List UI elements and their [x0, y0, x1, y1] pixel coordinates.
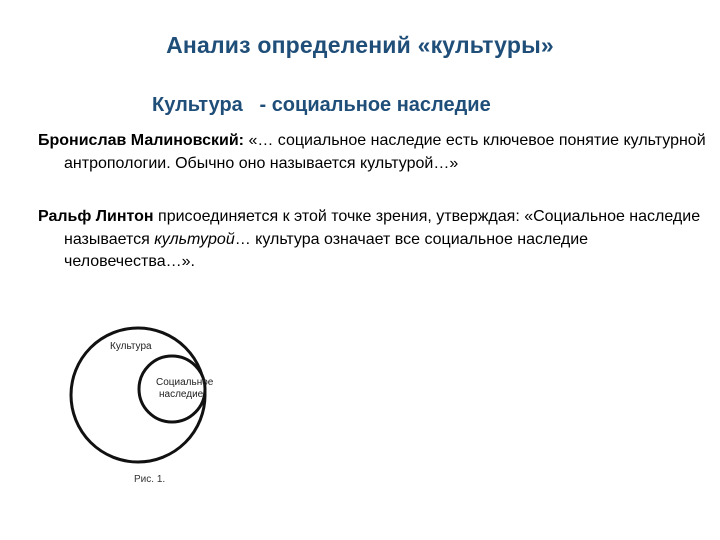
quote-text-linton-italic: культурой — [154, 230, 235, 248]
slide-subtitle: Культура - социальное наследие — [152, 94, 491, 116]
quote-text-malinowski: «… социальное наследие есть ключевое понятие культурной антропологии. Обычно оно называется культурой…» — [64, 132, 706, 172]
outer-circle-label: Культура — [110, 341, 152, 352]
author-malinowski: Бронислав Малиновский: — [38, 132, 244, 149]
culture-heritage-diagram — [58, 322, 258, 494]
quote-paragraph-malinowski — [38, 130, 714, 175]
inner-circle-label-line1: Социальное — [156, 377, 214, 388]
quote-text-linton-part2: … культура означает все социальное наследие человечества…». — [64, 230, 589, 270]
diagram-svg — [58, 322, 258, 494]
figure-caption: Рис. 1. — [134, 474, 166, 485]
quote-text-linton-part1: присоединяется к этой точке зрения, утверждая: «Социальное наследие называется — [64, 208, 701, 248]
quote-paragraph-linton — [38, 206, 714, 274]
slide-title: Анализ определений «культуры» — [166, 32, 554, 58]
author-linton: Ральф Линтон — [38, 208, 154, 225]
inner-circle-label-line2: наследие — [159, 389, 204, 400]
